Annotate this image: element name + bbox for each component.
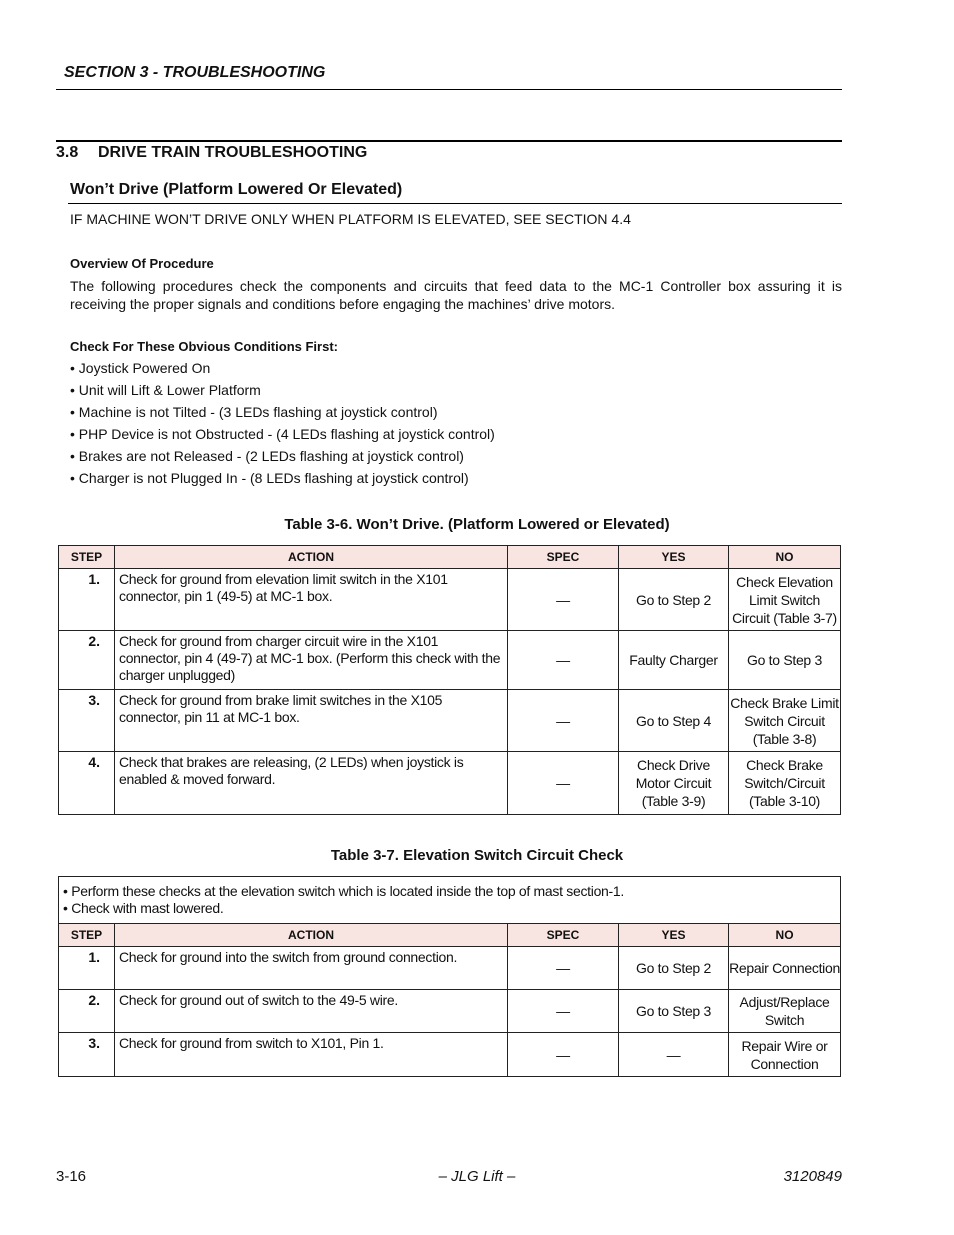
- elevated-note: IF MACHINE WON’T DRIVE ONLY WHEN PLATFORM IS ELEVATED, SEE SECTION 4.4: [70, 211, 631, 227]
- action-cell: Check for ground into the switch from ground connection.: [115, 947, 508, 990]
- page-number: 3-16: [56, 1168, 87, 1185]
- no-cell: Go to Step 3: [729, 631, 841, 690]
- no-cell: Check Brake Switch/Circuit (Table 3-10): [729, 752, 841, 815]
- check-item: • Machine is not Tilted - (3 LEDs flashing at joystick control): [70, 404, 438, 420]
- section-title: DRIVE TRAIN TROUBLESHOOTING: [98, 144, 368, 161]
- spec-cell: —: [508, 990, 619, 1033]
- overview-title: Overview Of Procedure: [70, 256, 214, 271]
- table-elevation-switch: [58, 876, 841, 1077]
- table-notes-row: [59, 877, 841, 924]
- step-cell: 1.: [59, 947, 115, 990]
- col-header-no: NO: [729, 546, 841, 569]
- subsection-rule: [68, 203, 842, 204]
- no-cell: Adjust/Replace Switch: [729, 990, 841, 1033]
- col-header-no: NO: [729, 924, 841, 947]
- yes-cell: Check Drive Motor Circuit (Table 3-9): [619, 752, 729, 815]
- subsection-title: Won’t Drive (Platform Lowered Or Elevated): [70, 181, 403, 198]
- notes-cell: [59, 877, 841, 924]
- table-row: [59, 690, 841, 752]
- table-header-row: [59, 546, 841, 569]
- col-header-action: ACTION: [115, 924, 508, 947]
- yes-cell: Faulty Charger: [619, 631, 729, 690]
- check-item: • Charger is not Plugged In - (8 LEDs flashing at joystick control): [70, 470, 469, 486]
- header-rule: [56, 89, 842, 90]
- table-row: [59, 1033, 841, 1077]
- no-cell: Repair Connection: [729, 947, 841, 990]
- action-cell: Check for ground from switch to X101, Pin 1.: [115, 1033, 508, 1077]
- no-cell: Check Brake Limit Switch Circuit (Table 3-8): [729, 690, 841, 752]
- action-cell: Check for ground from brake limit switches in the X105 connector, pin 11 at MC-1 box.: [115, 690, 508, 752]
- table-row: [59, 631, 841, 690]
- document-number: 3120849: [783, 1168, 842, 1185]
- col-header-spec: SPEC: [508, 924, 619, 947]
- action-cell: Check that brakes are releasing, (2 LEDs) when joystick is enabled & moved forward.: [115, 752, 508, 815]
- table-row: [59, 990, 841, 1033]
- step-cell: 3.: [59, 690, 115, 752]
- col-header-action: ACTION: [115, 546, 508, 569]
- col-header-step: STEP: [59, 924, 115, 947]
- spec-cell: —: [508, 947, 619, 990]
- col-header-step: STEP: [59, 546, 115, 569]
- table-row: [59, 947, 841, 990]
- table-wont-drive: [58, 545, 841, 815]
- yes-cell: Go to Step 2: [619, 569, 729, 631]
- col-header-spec: SPEC: [508, 546, 619, 569]
- spec-cell: —: [508, 690, 619, 752]
- check-item: • Brakes are not Released - (2 LEDs flashing at joystick control): [70, 448, 464, 464]
- table-row: [59, 569, 841, 631]
- section-rule: [56, 140, 842, 142]
- action-cell: Check for ground from elevation limit switch in the X101 connector, pin 1 (49-5) at MC-1 box.: [115, 569, 508, 631]
- yes-cell: Go to Step 3: [619, 990, 729, 1033]
- table-header-row: [59, 924, 841, 947]
- footer-brand: – JLG Lift –: [438, 1168, 516, 1185]
- action-cell: Check for ground from charger circuit wire in the X101 connector, pin 4 (49-7) at MC-1 box. (Perform this check with the charger unplugged): [115, 631, 508, 690]
- section-heading: [56, 144, 367, 162]
- table-row: [59, 752, 841, 815]
- step-cell: 2.: [59, 990, 115, 1033]
- yes-cell: —: [619, 1033, 729, 1077]
- step-cell: 3.: [59, 1033, 115, 1077]
- checks-title: Check For These Obvious Conditions First:: [70, 339, 338, 354]
- checks-list: [70, 359, 495, 491]
- action-cell: Check for ground out of switch to the 49-5 wire.: [115, 990, 508, 1033]
- yes-cell: Go to Step 4: [619, 690, 729, 752]
- no-cell: Check Elevation Limit Switch Circuit (Table 3-7): [729, 569, 841, 631]
- step-cell: 2.: [59, 631, 115, 690]
- check-item: • Unit will Lift & Lower Platform: [70, 382, 261, 398]
- no-cell: Repair Wire or Connection: [729, 1033, 841, 1077]
- col-header-yes: YES: [619, 546, 729, 569]
- section-header: SECTION 3 - TROUBLESHOOTING: [64, 64, 326, 81]
- check-item: • Joystick Powered On: [70, 360, 211, 376]
- spec-cell: —: [508, 569, 619, 631]
- table-note: • Perform these checks at the elevation switch which is located inside the top of mast section-1.: [63, 883, 624, 899]
- table1-caption: Table 3-6. Won’t Drive. (Platform Lowered or Elevated): [284, 516, 670, 533]
- step-cell: 1.: [59, 569, 115, 631]
- check-item: • PHP Device is not Obstructed - (4 LEDs flashing at joystick control): [70, 426, 495, 442]
- yes-cell: Go to Step 2: [619, 947, 729, 990]
- spec-cell: —: [508, 631, 619, 690]
- spec-cell: —: [508, 1033, 619, 1077]
- step-cell: 4.: [59, 752, 115, 815]
- table2-caption: Table 3-7. Elevation Switch Circuit Check: [330, 847, 624, 864]
- section-number: 3.8: [56, 144, 79, 161]
- col-header-yes: YES: [619, 924, 729, 947]
- overview-text: The following procedures check the components and circuits that feed data to the MC-1 Controller box assuring it is receiving the proper signals and conditions before engaging the machines’ drive motors.: [70, 278, 842, 312]
- spec-cell: —: [508, 752, 619, 815]
- table-note: • Check with mast lowered.: [63, 900, 224, 916]
